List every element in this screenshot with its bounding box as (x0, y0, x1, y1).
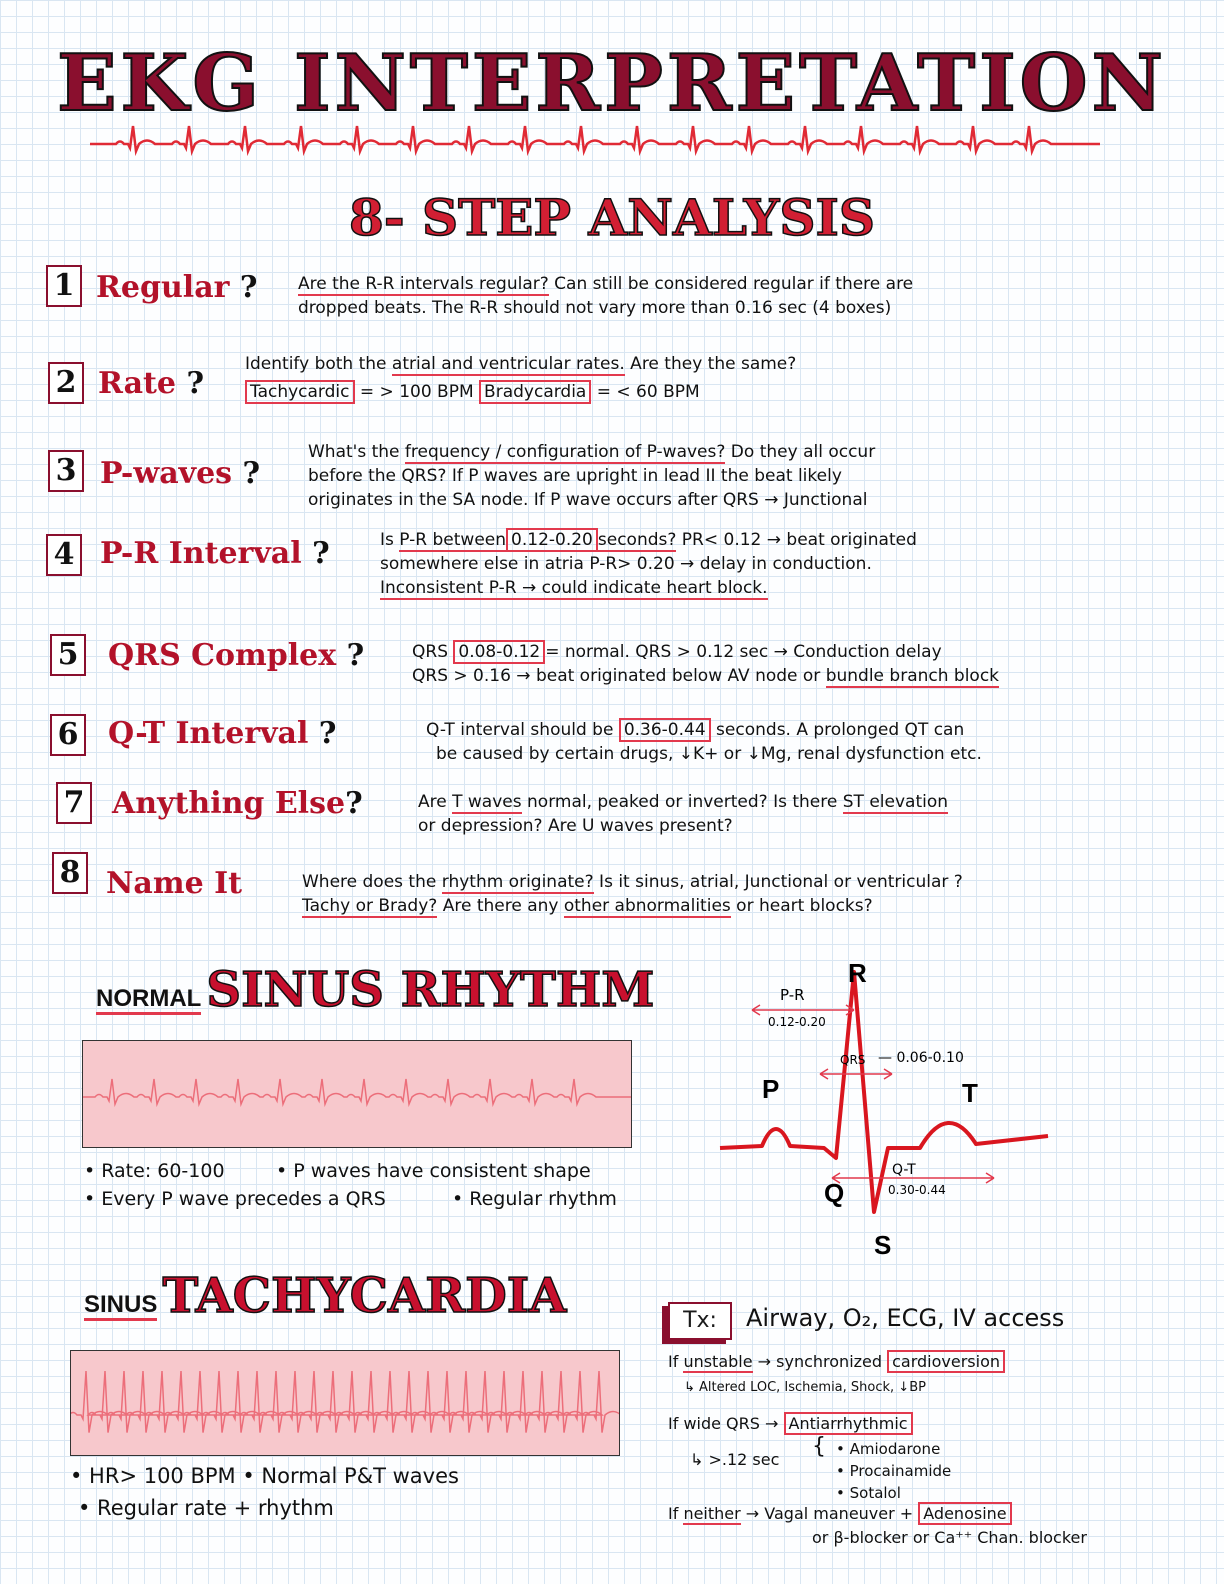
label-qt: Q-T (892, 1162, 916, 1178)
step-5-title: QRS Complex ? (108, 638, 365, 673)
label-qrs: QRS (840, 1053, 866, 1067)
tx-wide-qrs: If wide QRS → Antiarrhythmic (668, 1414, 913, 1433)
step-6-number: 6 (50, 714, 86, 756)
interval-arrows (752, 1005, 994, 1183)
tx-wide-qrs-criteria: ↳ >.12 sec (690, 1450, 780, 1469)
tachy-bullet-1: • HR> 100 BPM • Normal P&T waves (70, 1464, 459, 1488)
step-4-text: Is P-R between 0.12-0.20 seconds? PR< 0.12 → beat originated somewhere else in atria P-R> 0.20 → delay in conduction. Inconsistent P-R → could indicate heart block. (380, 530, 917, 598)
step-4-title: P-R Interval ? (100, 536, 330, 571)
step-4-number: 4 (46, 534, 82, 576)
step-2-title: Rate ? (98, 366, 205, 401)
step-8-text: Where does the rhythm originate? Is it sinus, atrial, Junctional or ventricular ? Tachy or Brady? Are there any other abnormalities or heart blocks? (302, 872, 963, 916)
label-qrs-value: — 0.06-0.10 (878, 1050, 964, 1066)
nsr-bullet-2: • P waves have consistent shape (276, 1160, 591, 1182)
step-7-text: Are T waves normal, peaked or inverted? Is there ST elevation or depression? Are U waves present? (418, 792, 949, 836)
step-6-text: Q-T interval should be 0.36-0.44 seconds. A prolonged QT can be caused by certain drugs, ↓K+ or ↓Mg, renal dysfunction etc. (426, 720, 982, 764)
nsr-bullet-1: • Rate: 60-100 (84, 1160, 225, 1182)
tx-neither-alt: or β-blocker or Ca⁺⁺ Chan. blocker (812, 1528, 1087, 1547)
step-1-title: Regular ? (96, 270, 258, 305)
step-3-number: 3 (48, 450, 84, 492)
nsr-ecg-strip (82, 1040, 632, 1148)
nsr-heading: NORMAL SINUS RHYTHM (96, 962, 655, 1018)
tachy-ecg-strip (70, 1350, 620, 1456)
label-t: T (962, 1078, 978, 1108)
label-pr-value: 0.12-0.20 (768, 1015, 826, 1029)
tx-label: Tx: (668, 1302, 732, 1340)
step-8-title: Name It (106, 866, 243, 901)
tachy-heading: SINUS TACHYCARDIA (84, 1268, 567, 1324)
step-3-text: What's the frequency / configuration of P-waves? Do they all occur before the QRS? If P waves are upright in lead II the beat likely originates in the SA node. If P wave occurs after QRS → Junctional (308, 442, 876, 510)
tx-unstable: If unstable → synchronized cardioversion (668, 1352, 1005, 1371)
step-5-text: QRS 0.08-0.12 = normal. QRS > 0.12 sec → Conduction delay QRS > 0.16 → beat originated below AV node or bundle branch block (412, 642, 1000, 686)
tx-main: Airway, O₂, ECG, IV access (746, 1304, 1065, 1332)
label-pr: P-R (780, 986, 805, 1004)
tachy-ecg-trace (71, 1351, 619, 1455)
step-7-title: Anything Else? (112, 786, 363, 821)
step-5-number: 5 (50, 634, 86, 676)
label-s: S (874, 1230, 892, 1260)
step-8-number: 8 (52, 852, 88, 894)
title-ecg-line (90, 122, 1100, 172)
step-1-text: Are the R-R intervals regular? Can still be considered regular if there are dropped beats. The R-R should not vary more than 0.16 sec (4 boxes) (298, 274, 914, 318)
tx-neither: If neither → Vagal maneuver + Adenosine (668, 1504, 1012, 1523)
step-3-title: P-waves ? (100, 456, 261, 491)
label-qt-value: 0.30-0.44 (888, 1183, 946, 1197)
step-7-number: 7 (56, 782, 92, 824)
step-2-number: 2 (48, 362, 84, 404)
step-6-title: Q-T Interval ? (108, 716, 337, 751)
nsr-bullet-4: • Regular rhythm (452, 1188, 617, 1210)
pqrst-diagram (712, 952, 1072, 1262)
label-q: Q (824, 1178, 845, 1208)
step-2-text: Identify both the atrial and ventricular rates. Are they the same? Tachycardic = > 100 BPM Bradycardia = < 60 BPM (245, 354, 797, 402)
label-p: P (762, 1074, 780, 1104)
tachy-bullet-2: • Regular rate + rhythm (78, 1496, 334, 1520)
drug-brace: { (812, 1434, 826, 1459)
nsr-ecg-trace (83, 1041, 631, 1147)
page-title: EKG INTERPRETATION (57, 38, 1167, 129)
step-1-number: 1 (46, 265, 82, 307)
tx-unstable-criteria: ↳ Altered LOC, Ischemia, Shock, ↓BP (684, 1380, 926, 1395)
antiarrhythmic-list: • Amiodarone • Procainamide • Sotalol (836, 1440, 952, 1502)
section-subtitle: 8- STEP ANALYSIS (349, 188, 875, 247)
nsr-bullet-3: • Every P wave precedes a QRS (84, 1188, 386, 1210)
label-r: R (848, 958, 867, 988)
